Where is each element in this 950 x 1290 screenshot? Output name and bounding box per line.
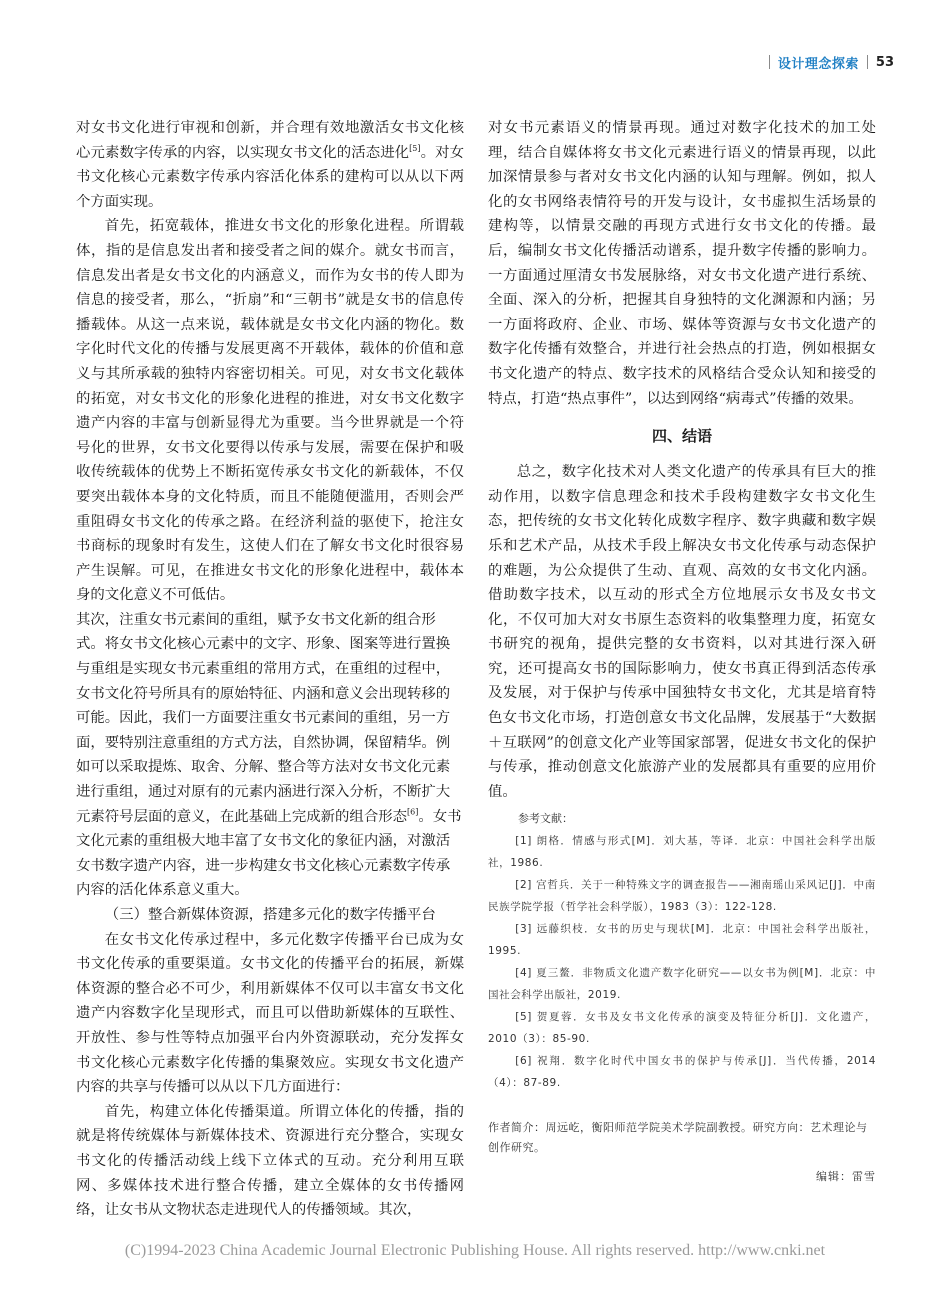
paragraph: 其次，注重女书元素间的重组，赋予女书文化新的组合形式。将女书文化核心元素中的文字、形象、图案等进行置换与重组是实现女书元素重组的常用方式，在重组的过程中，女书文化符号所具有的原始特征、内涵和意义会出现转移的可能。因此，我们一方面要注重女书元素间的重组，另一方面，要特别注意重组的方式方法，自然协调，保留精华。例如可以采取提炼、取舍、分解、整合等方法对女书文化元素进行重组，通过对原有的元素内涵进行深入分析，不断扩大元素符号层面的意义，在此基础上完成新的组合形态 — [76, 611, 451, 825]
references-title: 参考文献： — [518, 812, 573, 826]
running-header — [761, 52, 894, 72]
reference-item: [1] 朗格．情感与形式[M]．刘大基，等译．北京：中国社会科学出版社，1986. — [488, 835, 876, 870]
left-column — [76, 116, 464, 1223]
reference-item: [3] 远藤织枝．女书的历史与现状[M]．北京：中国社会科学出版社，1995. — [488, 923, 876, 958]
right-column — [488, 116, 876, 1184]
paragraph: 对女书元素语义的情景再现。通过对数字化技术的加工处理，结合自媒体将女书文化元素进行语义的情景再现，以此加深情景参与者对女书文化内涵的认知与理解。例如，拟人化的女书网络表情符号的开发与设计，女书虚拟生活场景的建构等，以情景交融的再现方式进行女书文化的传播。最后，编制女书文化传播活动谱系，提升数字传播的影响力。一方面通过厘清女书发展脉络，对女书文化遗产进行系统、全面、深入的分析，把握其自身独特的文化渊源和内涵；另一方面将政府、企业、市场、媒体等资源与女书文化遗产的数字化传播有效整合，并进行社会热点的打造，例如根据女书文化遗产的特点、数字技术的风格结合受众认知和接受的特点，打造“热点事件”，以达到网络“病毒式”传播的效果。 — [488, 120, 876, 407]
editor-credit: 编辑：雷雪 — [816, 1170, 876, 1184]
header-divider — [769, 55, 770, 69]
author-bio: 作者简介：周远屹，衡阳师范学院美术学院副教授。研究方向：艺术理论与创作研究。 — [488, 1121, 868, 1155]
paragraph: 首先，构建立体化传播渠道。所谓立体化的传播，指的就是将传统媒体与新媒体技术、资源进行充分整合，实现女书文化的传播活动线上线下立体式的互动。充分利用互联网、多媒体技术进行整合传播，建立全媒体的女书传播网络，让女书从文物状态走进现代人的传播领域。其次， — [76, 1103, 464, 1219]
reference-item: [5] 贺夏蓉．女书及女书文化传承的演变及特征分析[J]．文化遗产，2010（3）：85-90. — [488, 1011, 876, 1046]
citation-mark: [5] — [409, 143, 421, 153]
paragraph: 在女书文化传承过程中，多元化数字传播平台已成为女书文化传承的重要渠道。女书文化的传播平台的拓展，新媒体资源的整合必不可少，利用新媒体不仅可以丰富女书文化遗产内容数字化呈现形式，而且可以借助新媒体的互联性、开放性、参与性等特点加强平台内外资源联动，充分发挥女书文化核心元素数字化传播的集聚效应。实现女书文化遗产内容的共享与传播可以从以下几方面进行： — [76, 931, 464, 1096]
reference-item: [4] 夏三鳌．非物质文化遗产数字化研究——以女书为例[M]．北京：中国社会科学出版社，2019. — [488, 967, 876, 1002]
section-title: 设计理念探索 — [777, 56, 859, 72]
header-divider — [867, 55, 868, 69]
paragraph-text: 。对女书文化核心元素数字传承内容活化体系的建构可以从以下两个方面实现。 — [76, 144, 464, 210]
paragraph: 总之，数字化技术对人类文化遗产的传承具有巨大的推动作用，以数字信息理念和技术手段构建数字女书文化生态，把传统的女书文化转化成数字程序、数字典藏和数字娱乐和艺术产品，从技术手段上解决女书文化传承与动态保护的难题，为公众提供了生动、直观、高效的女书文化内涵。借助数字技术，以互动的形式全方位地展示女书及女书文化，不仅可加大对女书原生态资料的收集整理力度，拓宽女书研究的视角，提供完整的女书资料，以对其进行深入研究，还可提高女书的国际影响力，使女书真正得到活态传承及发展，对于保护与传承中国独特女书文化，尤其是培育特色女书文化市场，打造创意女书文化品牌，发展基于“大数据＋互联网”的创意文化产业等国家部署，促进女书文化的保护与传承，推动创意文化旅游产业的发展都具有重要的应用价值。 — [488, 464, 876, 800]
references — [488, 808, 876, 1094]
citation-mark: [6] — [407, 807, 419, 817]
page-number: 53 — [875, 54, 894, 70]
paragraph-text: 。女书文化元素的重组极大地丰富了女书文化的象征内涵，对激活女书数字遗产内容，进一步构建女书文化核心元素数字传承内容的活化体系意义重大。 — [76, 808, 462, 899]
copyright-footer: (C)1994-2023 China Academic Journal Electronic Publishing House. All rights reserved. http://www.cnki.net — [124, 1242, 826, 1259]
reference-item: [2] 宫哲兵．关于一种特殊文字的调查报告——湘南瑶山采风记[J]．中南民族学院学报（哲学社会科学版），1983（3）：122-128. — [488, 879, 876, 914]
paragraph: 首先，拓宽载体，推进女书文化的形象化进程。所谓载体，指的是信息发出者和接受者之间的媒介。就女书而言，信息发出者是女书文化的内涵意义，而作为女书的传人即为信息的接受者，那么，“折扇”和“三朝书”就是女书的信息传播载体。从这一点来说，载体就是女书文化内涵的物化。数字化时代文化的传播与发展更离不开载体，载体的价值和意义与其所承载的独特内容密切相关。可见，对女书文化载体的拓宽，对女书文化的形象化进程的推进，对女书文化数字遗产内容的丰富与创新显得尤为重要。当今世界就是一个符号化的世界，女书文化要得以传承与发展，需要在保护和吸收传统载体的优势上不断拓宽传承女书文化的新载体，不仅要突出载体本身的文化特质，而且不能随便滥用，否则会严重阻碍女书文化的传承之路。在经济利益的驱使下，抢注女书商标的现象时有发生，这使人们在了解女书文化时很容易产生误解。可见，在推进女书文化的形象化进程中，载体本身的文化意义不可低估。 — [76, 218, 464, 604]
subheading: （三）整合新媒体资源，搭建多元化的数字传播平台 — [104, 907, 436, 923]
reference-item: [6] 祝翔．数字化时代中国女书的保护与传承[J]．当代传播，2014（4）：87-89. — [488, 1055, 876, 1090]
paragraph-text: 对女书文化进行审视和创新，并合理有效地激活女书文化核心元素数字传承的内容，以实现女书文化的活态进化 — [76, 120, 464, 161]
paragraph — [76, 116, 464, 214]
section-heading: 四、结语 — [651, 427, 712, 446]
